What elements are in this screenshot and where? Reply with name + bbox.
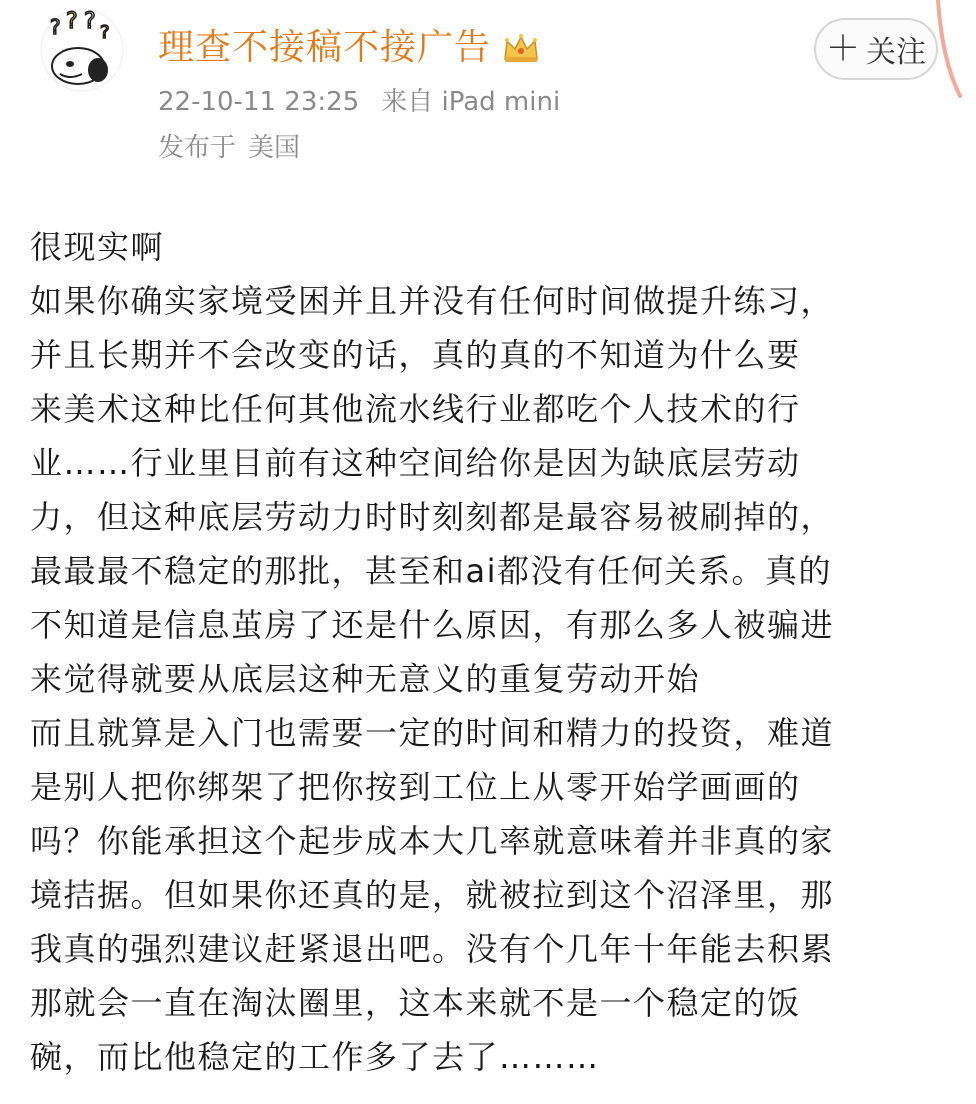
post-line: 很现实啊 — [30, 228, 165, 266]
follow-label: 关注 — [866, 35, 926, 70]
post-content — [30, 220, 950, 1084]
edge-annotation-stroke — [936, 0, 966, 100]
post-line: 碗，而比他稳定的工作多了去了……… — [30, 1038, 600, 1076]
crown-icon — [501, 31, 541, 65]
post-line: 如果你确实家境受困并且并没有任何时间做提升练习， — [30, 282, 835, 320]
plus-icon: ＋ — [826, 29, 860, 69]
location-label: 发布于 — [158, 133, 237, 163]
svg-text:?: ? — [100, 22, 110, 43]
post-source: 来自 iPad mini — [381, 87, 561, 117]
follow-button[interactable] — [814, 18, 938, 80]
username[interactable]: 理查不接稿不接广告 — [158, 27, 492, 68]
post-line: 力，但这种底层劳动力时时刻刻都是最容易被刷掉的， — [30, 498, 835, 536]
post-meta-location — [158, 128, 300, 168]
post-location: 美国 — [248, 133, 301, 163]
post-time: 22-10-11 23:25 — [158, 87, 360, 117]
svg-text:?: ? — [66, 9, 78, 34]
post-line: 那就会一直在淘汰圈里，这本来就不是一个稳定的饭 — [30, 984, 801, 1022]
avatar[interactable] — [40, 8, 124, 92]
post-line: 吗？你能承担这个起步成本大几率就意味着并非真的家 — [30, 822, 835, 860]
post-line: 业……行业里目前有这种空间给你是因为缺底层劳动 — [30, 444, 801, 482]
post-line: 来美术这种比任何其他流水线行业都吃个人技术的行 — [30, 390, 801, 428]
avatar-cartoon-icon — [40, 8, 124, 92]
svg-text:?: ? — [84, 9, 96, 34]
post-line: 我真的强烈建议赶紧退出吧。没有个几年十年能去积累 — [30, 930, 835, 968]
username-row — [158, 20, 541, 76]
post-meta-time — [158, 82, 560, 122]
post-line: 来觉得就要从底层这种无意义的重复劳动开始 — [30, 660, 701, 698]
post-line: 境拮据。但如果你还真的是，就被拉到这个沼泽里，那 — [30, 876, 835, 914]
post-line: 最最最不稳定的那批，甚至和ai都没有任何关系。真的 — [30, 552, 833, 590]
post-line: 而且就算是入门也需要一定的时间和精力的投资，难道 — [30, 714, 835, 752]
post-line: 并且长期并不会改变的话，真的真的不知道为什么要 — [30, 336, 801, 374]
svg-text:?: ? — [50, 15, 61, 39]
post-line: 不知道是信息茧房了还是什么原因，有那么多人被骗进 — [30, 606, 835, 644]
post-line: 是别人把你绑架了把你按到工位上从零开始学画画的 — [30, 768, 801, 806]
